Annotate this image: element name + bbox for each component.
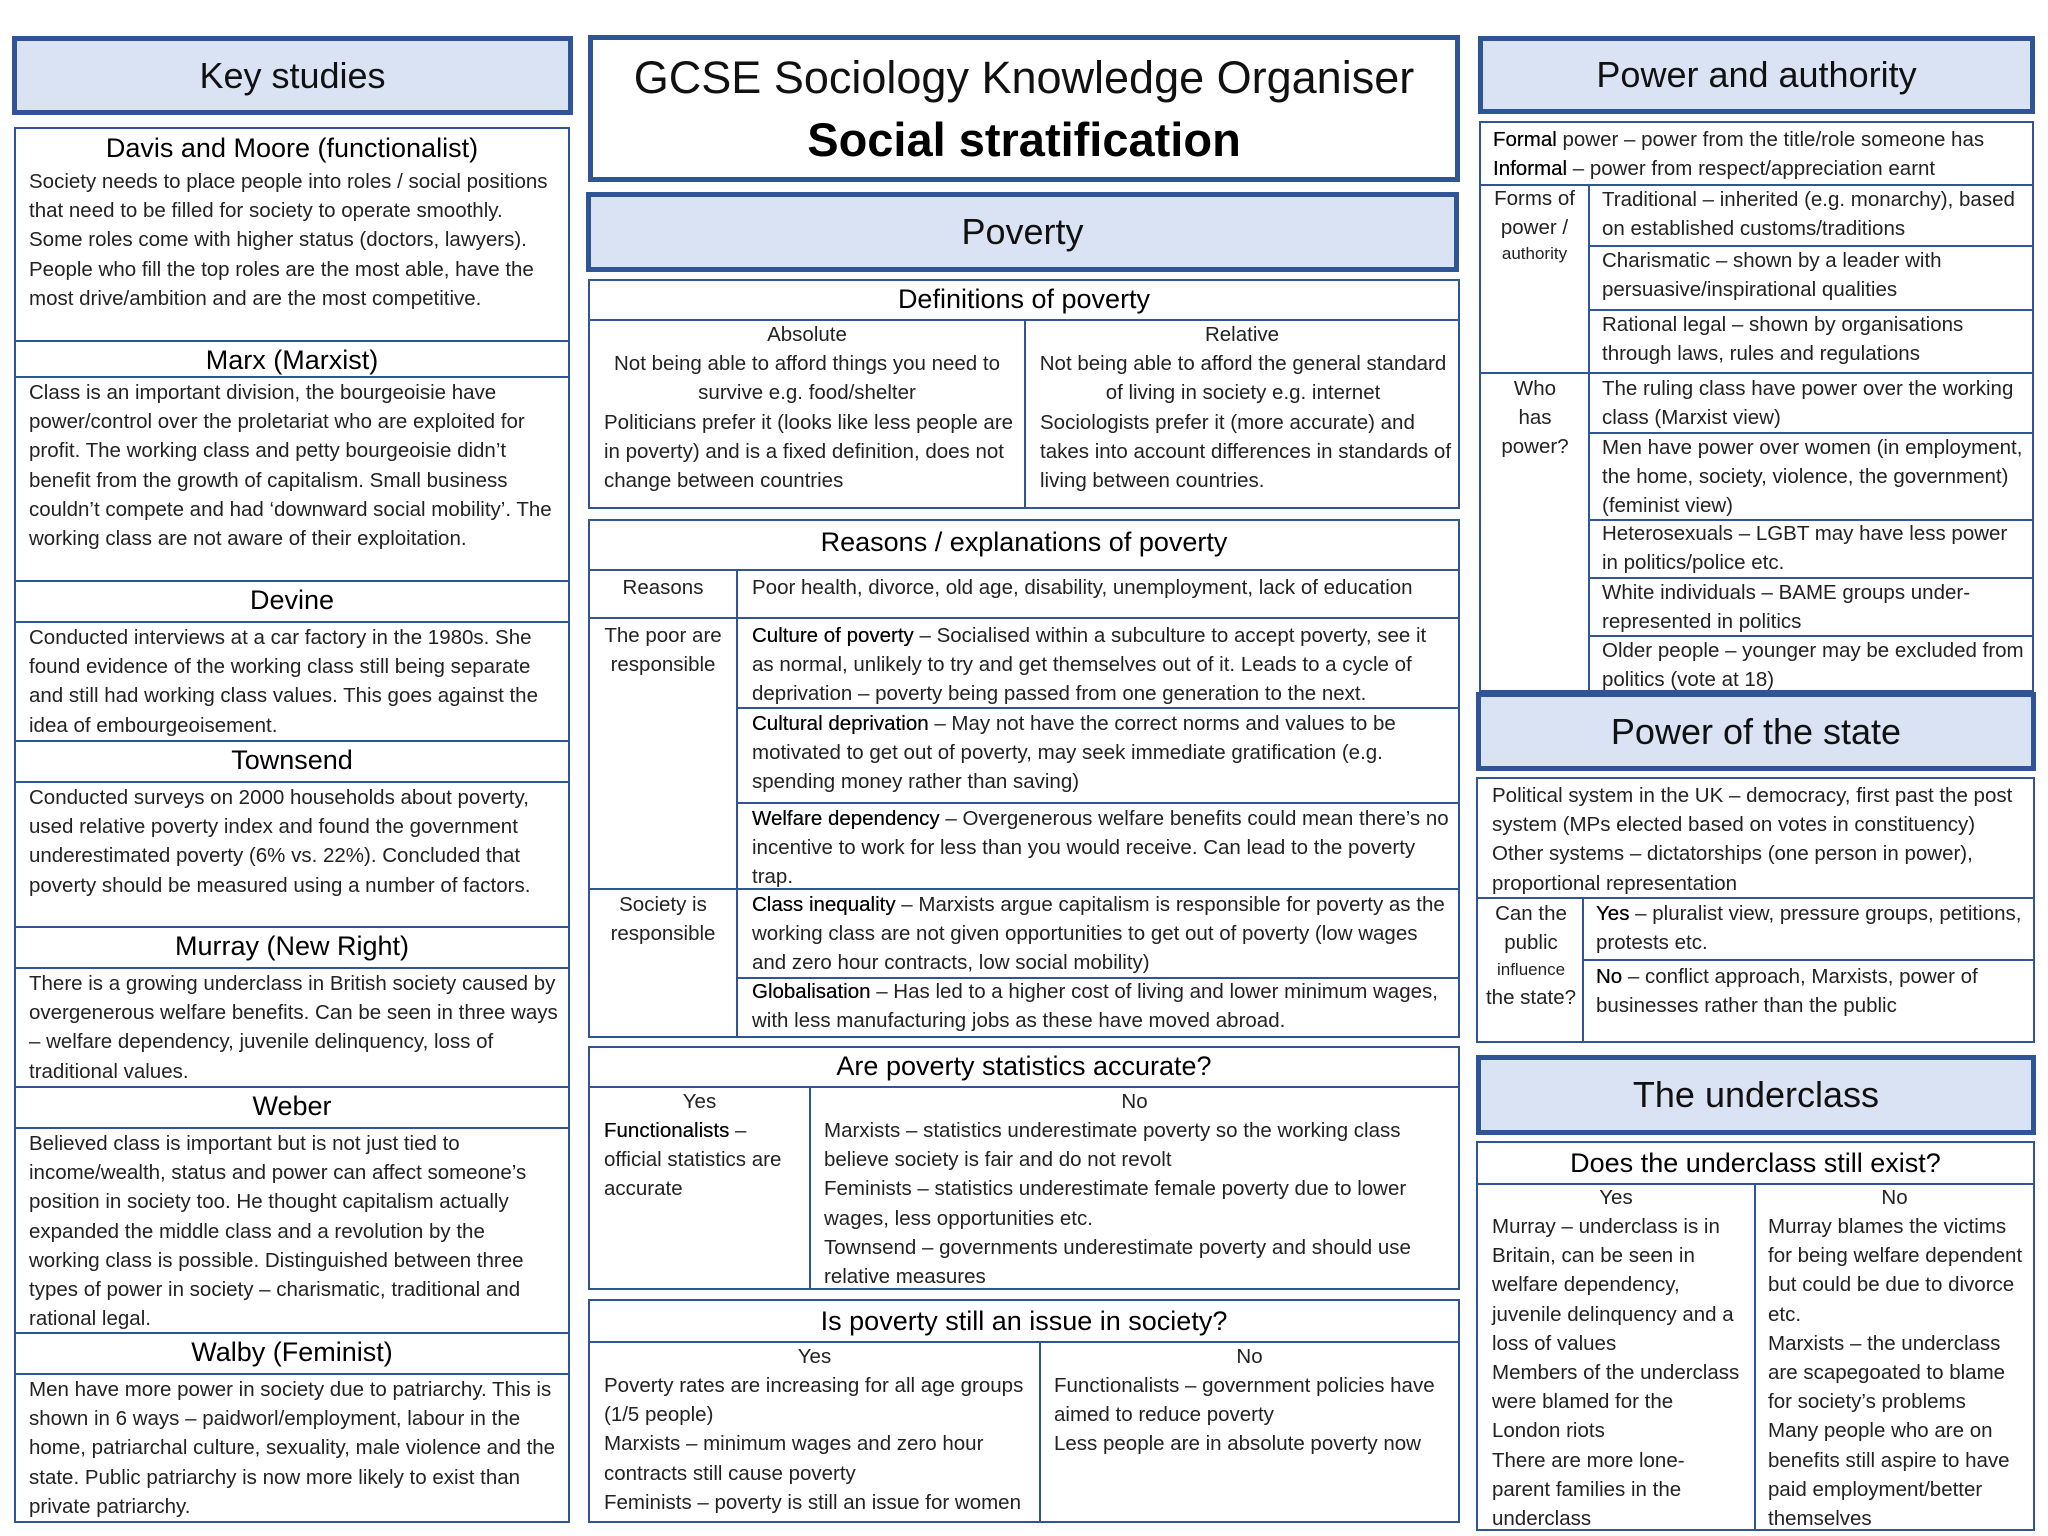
divider [1588, 372, 1590, 690]
issue-no-list [1054, 1371, 1454, 1459]
list-item: Marxists – statistics underestimate poverty so the working class believe society is fair and do not revolt [824, 1119, 1401, 1172]
reason-item: Class inequality – Marxists argue capitalism is responsible for poverty as the working class are not given opportunities to get out of poverty (low wages and zero hour contracts, low social mobility) [752, 893, 1445, 975]
power-authority-header: Power and authority [1478, 36, 2035, 114]
list-item: Murray – underclass is in Britain, can be seen in welfare dependency, juvenile delinquency and a loss of values [1492, 1215, 1734, 1355]
list-item: Feminists – poverty is still an issue for women [604, 1490, 1021, 1514]
underclass-yes-label: Yes [1599, 1186, 1633, 1209]
poor-responsible-label: The poor are responsible [604, 624, 722, 677]
reasons-label: Reasons [622, 576, 704, 599]
study-text: Society needs to place people into roles / social positions that need to be filled for society to operate smoothly. Some roles come with higher status (doctors, lawyers). People who fill the top roles are the most able, have the most drive/ambition and are the most competitive. [29, 170, 548, 310]
study-title: Devine [249, 585, 335, 615]
reason-item: Cultural deprivation – May not have the correct norms and values to be motivated to get out of poverty, may seek immediate gratification (e.g. spending money rather than saving) [752, 712, 1396, 794]
list-item: Murray blames the victims for being welfare dependent but could be due to divorce etc. [1768, 1215, 2023, 1326]
page-subtitle: Social stratification [807, 113, 1241, 166]
reason-item: Culture of poverty – Socialised within a subculture to accept poverty, see it as normal, unlikely to try and get themselves out of it. Leads to a cycle of deprivation – poverty being passed from one generation to the next. [752, 624, 1427, 706]
list-item: Less people are in absolute poverty now [1054, 1432, 1421, 1456]
society-responsible-label: Society is responsible [610, 893, 716, 946]
poverty-header: Poverty [586, 192, 1459, 272]
who-item: The ruling class have power over the working class (Marxist view) [1602, 377, 2014, 430]
study-title: Murray (New Right) [174, 931, 410, 961]
who-has-power-label: Who has power? [1501, 377, 1569, 459]
list-item: Marxists – the underclass are scapegoated to blame for society’s problems [1768, 1331, 2006, 1414]
influence-label: Can the public influence the state? [1485, 902, 1577, 1010]
formal-power: Formal power – power from the title/role someone has [1493, 128, 1985, 151]
underclass-no-label: No [1881, 1186, 1908, 1209]
reason-item: Welfare dependency – Overgenerous welfare benefits could mean there’s no incentive to work for less than you would receive. Can lead to the poverty trap. [752, 807, 1449, 889]
study-text: Men have more power in society due to patriarchy. This is shown in 6 ways – paidworl/employment, labour in the home, patriarchal culture, sexuality, male violence and the state. Public patriarchy is now more likely to exist than private patriarchy. [29, 1378, 556, 1518]
absolute-view: Politicians prefer it (looks like less people are in poverty) and is a fixed definition, does not change between countries [604, 411, 1014, 493]
absolute-definition: Not being able to afford things you need to survive e.g. food/shelter [614, 352, 1000, 405]
study-text: Conducted interviews at a car factory in the 1980s. She found evidence of the working class still being separate and still had working class values. This goes against the idea of embourgeoisement. [29, 626, 538, 737]
list-item: Functionalists – government policies have aimed to reduce poverty [1054, 1374, 1435, 1427]
divider [1582, 959, 2033, 961]
study-text: There is a growing underclass in British society caused by overgenerous welfare benefits. Can be seen in three ways – welfare dependency, juvenile delinquency, loss of traditional values. [29, 972, 558, 1083]
list-item: Marxists – minimum wages and zero hour contracts still cause poverty [604, 1432, 984, 1485]
list-item: Poverty rates are increasing for all age groups (1/5 people) [604, 1374, 1024, 1427]
issue-box [588, 1299, 1460, 1523]
influence-no: No – conflict approach, Marxists, power of businesses rather than the public [1596, 965, 1978, 1018]
stats-yes-text: Functionalists – official statistics are accurate [604, 1119, 782, 1201]
stats-yes-label: Yes [682, 1090, 717, 1113]
reasons-title: Reasons / explanations of poverty [820, 527, 1228, 557]
issue-yes-list [604, 1371, 1034, 1517]
form-item: Rational legal – shown by organisations through laws, rules and regulations [1602, 313, 1964, 366]
study-title: Walby (Feminist) [191, 1337, 393, 1367]
political-system-text: Political system in the UK – democracy, first past the post system (MPs elected based on votes in constituency) Other systems – dictatorships (one person in power), proportional representation [1492, 784, 2013, 895]
study-text: Believed class is important but is not just tied to income/wealth, status and power can affect someone’s position in society too. He thought capitalism actually expanded the middle class and a revolution by the working class is possible. Distinguished between three types of power in society – charismatic, traditional and rational legal. [29, 1132, 527, 1331]
issue-no-label: No [1236, 1345, 1263, 1368]
study-text: Conducted surveys on 2000 households about poverty, used relative poverty index and found the government underestimated poverty (6% vs. 22%). Concluded that poverty should be measured using a number of factors. [29, 786, 531, 897]
form-item: Traditional – inherited (e.g. monarchy), based on established customs/traditions [1602, 188, 2015, 241]
list-item: There are more lone-parent families in the underclass [1492, 1448, 1685, 1531]
list-item: Feminists – statistics underestimate female poverty due to lower wages, less opportunities etc. [824, 1177, 1407, 1230]
who-item: Older people – younger may be excluded from politics (vote at 18) [1602, 639, 2024, 692]
who-item: Men have power over women (in employment, the home, society, violence, the government) (feminist view) [1602, 436, 2023, 518]
underclass-yes-list [1492, 1212, 1742, 1533]
definitions-box [588, 279, 1460, 509]
key-studies-panel [14, 127, 570, 1523]
state-panel [1476, 777, 2035, 1043]
divider [590, 569, 1458, 571]
page-title: GCSE Sociology Knowledge Organiser [633, 52, 1415, 103]
divider [1582, 897, 1584, 1041]
list-item: Townsend – governments underestimate poverty and should use relative measures [824, 1235, 1411, 1289]
relative-view: Sociologists prefer it (more accurate) and takes into account differences in standards of living between countries. [1040, 411, 1452, 493]
study-text: Class is an important division, the bourgeoisie have power/control over the proletariat who are exploited for profit. The working class and petty bourgeoisie didn’t benefit from the growth of capitalism. Small business couldn’t compete and had ‘downward social mobility’. The working class are not aware of their exploitation. [29, 381, 552, 551]
issue-title: Is poverty still an issue in society? [820, 1306, 1228, 1336]
study-title: Townsend [231, 745, 353, 775]
list-item: Members of the underclass were blamed for the London riots [1492, 1361, 1740, 1443]
study-title: Marx (Marxist) [205, 345, 379, 375]
reasons-text: Poor health, divorce, old age, disability, unemployment, lack of education [752, 576, 1413, 599]
divider [1754, 1183, 1756, 1529]
forms-label: Forms of power / authority [1494, 187, 1575, 264]
who-item: Heterosexuals – LGBT may have less power in politics/police etc. [1602, 522, 2008, 575]
issue-yes-label: Yes [797, 1345, 832, 1368]
underclass-no-list [1768, 1212, 2023, 1533]
divider [590, 617, 1458, 619]
relative-definition: Not being able to afford the general standard of living in society e.g. internet [1039, 352, 1447, 405]
reason-item: Globalisation – Has led to a higher cost of living and lower minimum wages, with less manufacturing jobs as these have moved abroad. [752, 980, 1438, 1033]
stats-no-label: No [1121, 1090, 1148, 1113]
divider [1588, 184, 1590, 372]
study-title: Davis and Moore (functionalist) [105, 133, 479, 163]
underclass-panel [1476, 1141, 2035, 1531]
power-authority-panel [1479, 121, 2034, 692]
stats-no-list [824, 1116, 1452, 1291]
definitions-title: Definitions of poverty [897, 284, 1151, 314]
who-item: White individuals – BAME groups under-represented in politics [1602, 581, 1971, 634]
statistics-title: Are poverty statistics accurate? [836, 1051, 1212, 1081]
absolute-label: Absolute [767, 323, 847, 346]
page-title-box [588, 35, 1460, 182]
study-title: Weber [252, 1091, 332, 1121]
informal-power: Informal – power from respect/appreciation earnt [1493, 157, 1936, 180]
state-header: Power of the state [1476, 692, 2036, 771]
key-studies-header: Key studies [12, 36, 573, 115]
statistics-box [588, 1046, 1460, 1290]
underclass-title: Does the underclass still exist? [1570, 1148, 1941, 1178]
reasons-box [588, 519, 1460, 1038]
form-item: Charismatic – shown by a leader with persuasive/inspirational qualities [1602, 249, 1942, 302]
divider [809, 1086, 811, 1288]
list-item: Many people who are on benefits still aspire to have paid employment/better themselves [1768, 1419, 2010, 1531]
influence-yes: Yes – pluralist view, pressure groups, petitions, protests etc. [1596, 902, 2022, 955]
underclass-header: The underclass [1476, 1055, 2036, 1135]
relative-label: Relative [1204, 323, 1280, 346]
